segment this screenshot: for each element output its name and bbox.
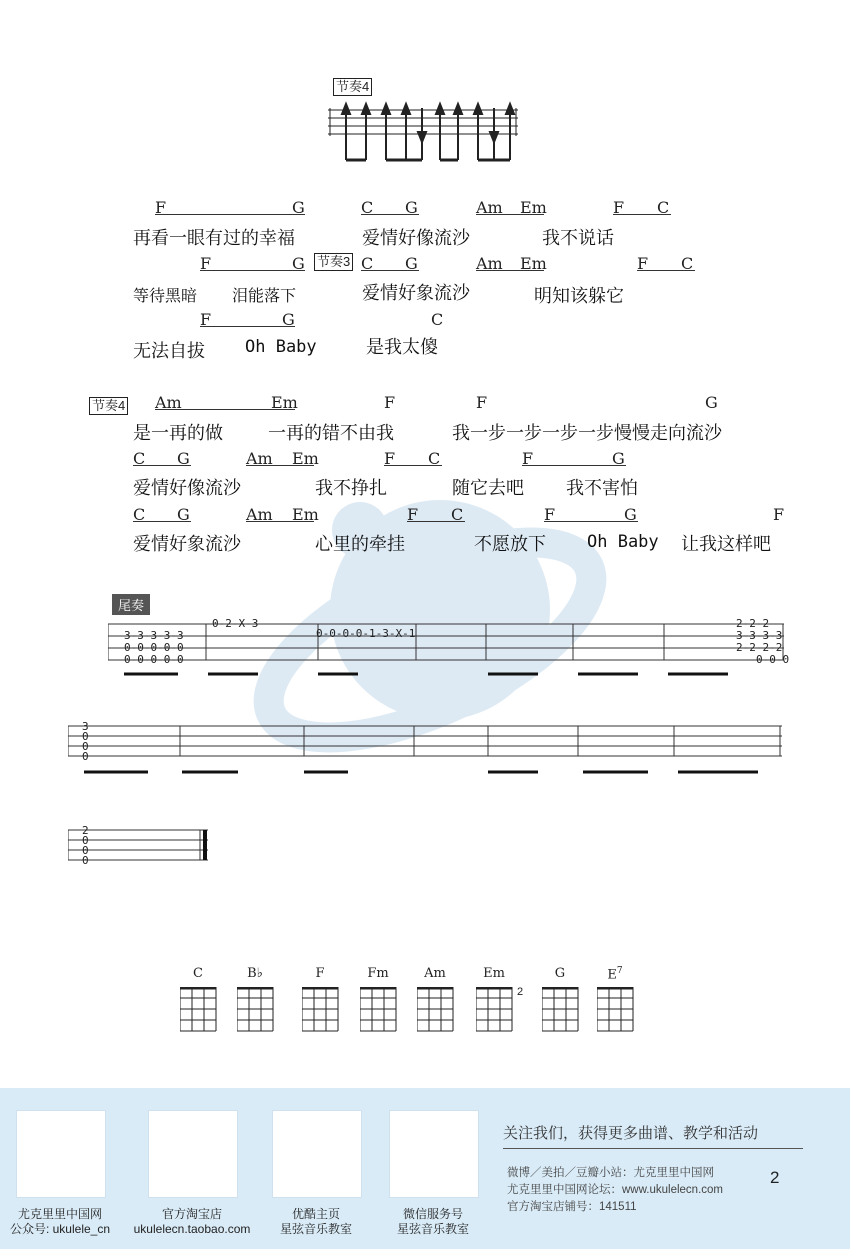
chord: Am [246,505,273,524]
lyric: 是我太傻 [366,337,438,358]
rhythm-marker: 节奏4 [89,397,128,415]
qr-caption: 尤克里里中国网 公众号: ukulele_cn [9,1207,111,1236]
svg-text:0: 0 [82,834,89,847]
chord-underline [200,326,295,327]
chord: G [282,310,295,329]
chord: C [431,310,444,329]
rhythm-marker: 节奏3 [314,253,353,271]
chord: Em [292,449,319,468]
qr-code-icon[interactable] [148,1110,238,1198]
lyric: 泪能落下 [232,286,297,305]
chord-diagram [476,987,516,1037]
qr-code-icon[interactable] [16,1110,106,1198]
tab-string-1: 0-2-X-3 [212,617,259,630]
chord: F [407,505,419,524]
chord: Em [292,505,319,524]
chord: G [405,254,418,273]
chord-underline [133,521,191,522]
tab-string-1: 0-0-0-0-1-3-X-1 [316,627,416,640]
chord: C [133,505,146,524]
chord: C [428,449,441,468]
chord: C [361,198,374,217]
chord: F [384,393,396,412]
rhythm-marker-top: 节奏4 [333,78,372,96]
chord-diagram [360,987,400,1037]
chord-underline [133,465,191,466]
chord-chart-name: $E^7$ [607,966,623,983]
lyric: 随它去吧 [452,478,524,499]
qr-code-icon[interactable] [389,1110,479,1198]
chord-chart-name: B♭ [247,966,263,981]
svg-text:2: 2 [82,826,89,837]
lyric: 明知该躲它 [534,286,624,307]
chord: Em [520,254,547,273]
chord-diagram [180,987,220,1037]
chord: G [612,449,625,468]
chord-chart-name: F [315,966,325,981]
lyric: Oh Baby [587,532,659,552]
chord-underline [544,521,638,522]
lyric: 爱情好象流沙 [133,534,241,555]
outro-label: 尾奏 [112,594,150,615]
chord: Am [246,449,273,468]
chord-chart-name: G [554,966,566,981]
lyric: 我不说话 [542,228,614,249]
chord: F [544,505,556,524]
chord: F [200,254,212,273]
chord: C [657,198,670,217]
lyric: 等待黑暗 [133,286,198,305]
chord: G [177,505,190,524]
fret-number: 2 [517,986,524,998]
chord-chart-name: Fm [367,966,389,981]
chord: F [773,505,785,524]
chord: G [705,393,718,412]
chord: G [405,198,418,217]
chord: Am [155,393,182,412]
chord: C [451,505,464,524]
lyric: 我不挣扎 [315,478,387,499]
page-number: 2 [770,1168,780,1187]
chord-underline [384,465,442,466]
tab-staff-2 [68,722,782,782]
chord: G [177,449,190,468]
chord: F [613,198,625,217]
chord: Am [476,198,503,217]
divider [503,1148,803,1149]
svg-text:0: 0 [82,854,89,866]
svg-text:3: 3 [82,722,89,733]
chord: G [292,198,305,217]
chord-diagram [542,987,582,1037]
social-info: 微博／美拍／豆瓣小站：尤克里里中国网 [507,1167,714,1179]
chord-underline [361,214,419,215]
chord: C [133,449,146,468]
tab-staff-3 [68,826,208,866]
shop-info: 官方淘宝店铺号：141511 [507,1201,637,1213]
lyric: 不愿放下 [474,534,546,555]
chord-underline [246,465,314,466]
chord-underline [476,270,544,271]
tab-string-2: 3-3-3-3-3 [124,629,184,642]
svg-text:0: 0 [82,730,89,743]
lyric: 心里的牵挂 [315,534,405,555]
lyric: Oh Baby [245,337,317,357]
chord: F [384,449,396,468]
chord: Em [520,198,547,217]
chord: F [637,254,649,273]
chord-diagram [302,987,342,1037]
chord-chart-name: C [193,966,203,981]
follow-us-heading: 关注我们，获得更多曲谱、教学和活动 [503,1125,759,1142]
qr-caption: 官方淘宝店 ukulelecn.taobao.com [133,1207,251,1236]
chord: Em [271,393,298,412]
lyric: 一再的错不由我 [268,423,394,444]
chord: F [155,198,167,217]
chord-underline [476,214,544,215]
tab-string-4: 0-0-0-0-0 [124,653,184,666]
chord-chart-name: Em [483,966,505,981]
lyric: 再看一眼有过的幸福 [133,228,295,249]
svg-text:0: 0 [82,740,89,753]
chord-chart-name: Am [424,966,446,981]
forum-info: 尤克里里中国网论坛：www.ukulelecn.com [507,1184,723,1196]
lyric: 爱情好像流沙 [362,228,470,249]
qr-caption: 优酷主页 星弦音乐教室 [279,1207,352,1236]
lyric: 让我这样吧 [681,534,771,555]
tab-string-2: 3-3-3-3 [736,629,783,642]
chord-underline [637,270,695,271]
lyric: 无法自拔 [133,341,205,362]
lyric: 爱情好像流沙 [133,478,241,499]
lyric: 我一步一步一步一步慢慢走向流沙 [452,423,722,444]
lyric: 是一再的做 [133,423,223,444]
chord-underline [246,521,314,522]
chord-underline [522,465,626,466]
lyric: 我不害怕 [566,478,638,499]
chord: G [624,505,637,524]
chord: F [476,393,488,412]
chord-underline [155,409,295,410]
tab-string-3: 0-0-0-0-0 [124,641,184,654]
tab-string-1: 2-2-2 [736,617,770,630]
chord: G [292,254,305,273]
strum-pattern [328,100,518,166]
chord-underline [200,270,305,271]
chord: F [200,310,212,329]
chord: Am [476,254,503,273]
chord-underline [613,214,671,215]
chord-underline [361,270,419,271]
tab-string-3: 2-2-2-2 [736,641,783,654]
chord: C [681,254,694,273]
chord-diagram [417,987,457,1037]
tab-string-4: 0-0-0 [756,653,790,666]
svg-text:0: 0 [82,844,89,857]
chord-diagram [597,987,637,1037]
chord-underline [407,521,465,522]
chord-underline [155,214,305,215]
tab-staff-1 [108,616,784,680]
qr-code-icon[interactable] [272,1110,362,1198]
lyric: 爱情好象流沙 [362,283,470,304]
chord: C [361,254,374,273]
chord-diagram [237,987,277,1037]
qr-caption: 微信服务号 星弦音乐教室 [396,1207,469,1236]
svg-text:0: 0 [82,750,89,763]
chord: F [522,449,534,468]
